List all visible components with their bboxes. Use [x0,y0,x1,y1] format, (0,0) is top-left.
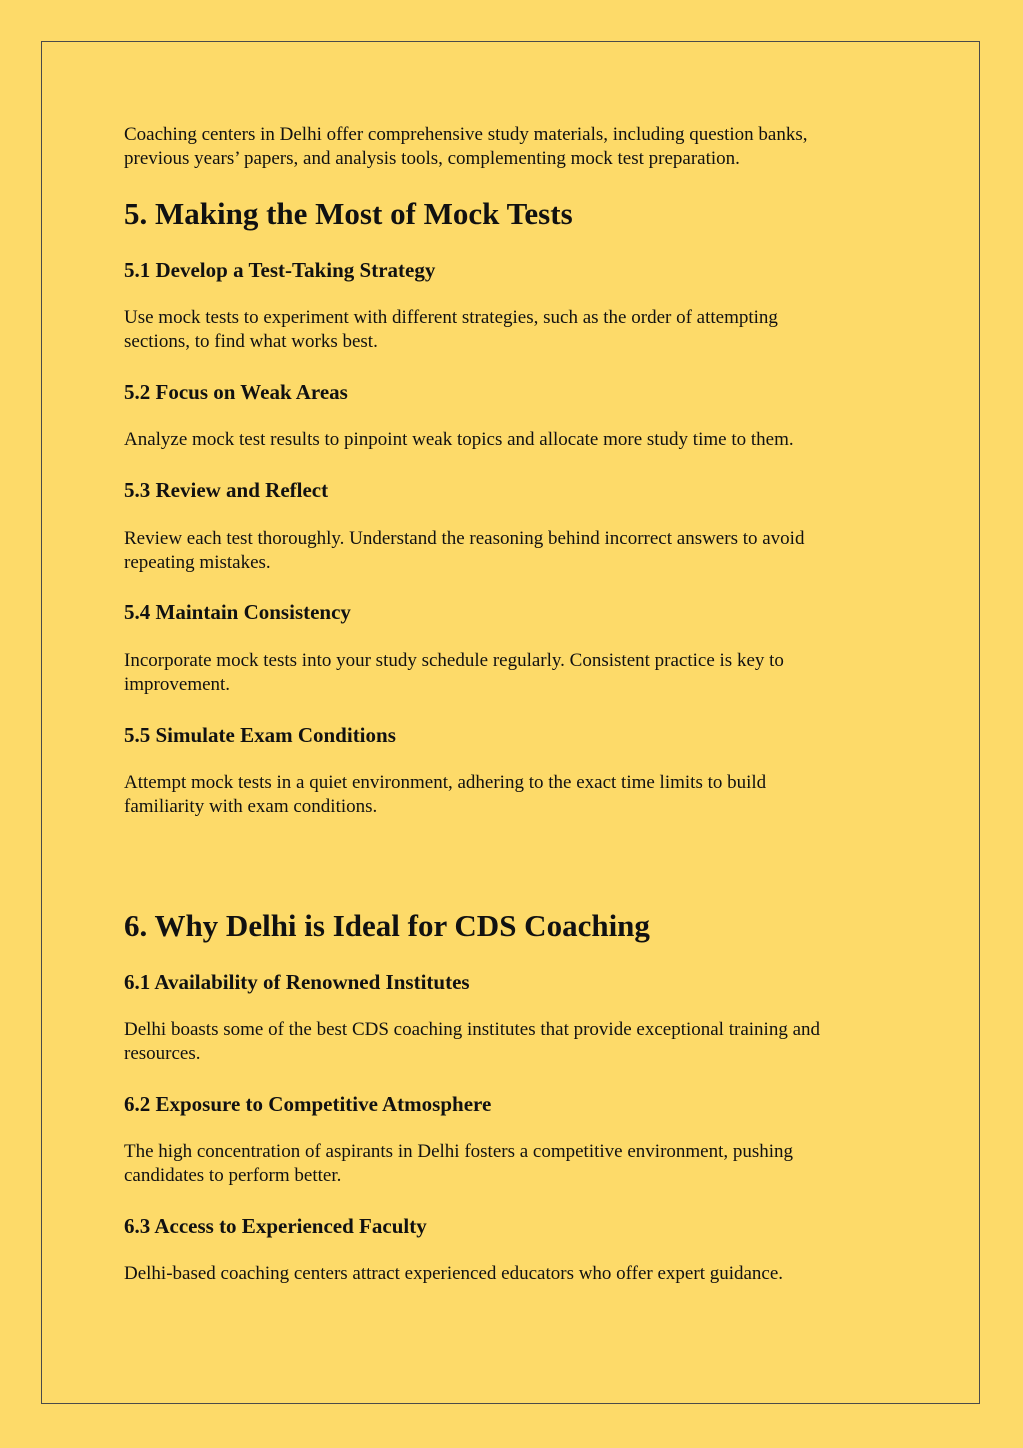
subsection-5-2-line-1: Analyze mock test results to pinpoint weak topics and allocate more study time to them. [124,429,794,450]
subsection-6-3-line-1: Delhi-based coaching centers attract experienced educators who offer expert guidance. [124,1263,784,1284]
subsection-5-3-heading: 5.3 Review and Reflect [124,478,329,502]
section-5-heading: 5. Making the Most of Mock Tests [124,196,573,231]
subsection-5-5-line-2: familiarity with exam conditions. [124,796,378,817]
subsection-5-5-heading: 5.5 Simulate Exam Conditions [124,723,396,747]
intro-paragraph-line-2: previous years’ papers, and analysis tools, complementing mock test preparation. [124,148,740,169]
subsection-6-2-line-1: The high concentration of aspirants in Delhi fosters a competitive environment, pushing [124,1141,794,1162]
subsection-6-1-line-1: Delhi boasts some of the best CDS coaching institutes that provide exceptional training and [124,1019,820,1040]
subsection-6-1-heading: 6.1 Availability of Renowned Institutes [124,970,470,994]
subsection-5-3-line-2: repeating mistakes. [124,552,271,573]
intro-paragraph-line-1: Coaching centers in Delhi offer comprehensive study materials, including question banks, [124,124,808,145]
subsection-5-1-heading: 5.1 Develop a Test-Taking Strategy [124,258,436,282]
subsection-5-5-line-1: Attempt mock tests in a quiet environment, adhering to the exact time limits to build [124,772,767,793]
subsection-5-3-line-1: Review each test thoroughly. Understand the reasoning behind incorrect answers to avoid [124,528,805,549]
subsection-5-2-heading: 5.2 Focus on Weak Areas [124,380,348,404]
subsection-6-3-heading: 6.3 Access to Experienced Faculty [124,1214,427,1238]
subsection-6-2-heading: 6.2 Exposure to Competitive Atmosphere [124,1092,492,1116]
subsection-5-1-line-1: Use mock tests to experiment with different strategies, such as the order of attempting [124,307,778,328]
subsection-6-1-line-2: resources. [124,1043,201,1064]
section-6-heading: 6. Why Delhi is Ideal for CDS Coaching [124,908,650,943]
subsection-5-4-line-2: improvement. [124,674,231,695]
subsection-5-1-line-2: sections, to find what works best. [124,331,378,352]
subsection-6-2-line-2: candidates to perform better. [124,1165,342,1186]
subsection-5-4-line-1: Incorporate mock tests into your study schedule regularly. Consistent practice is key to [124,650,784,671]
subsection-5-4-heading: 5.4 Maintain Consistency [124,600,351,624]
